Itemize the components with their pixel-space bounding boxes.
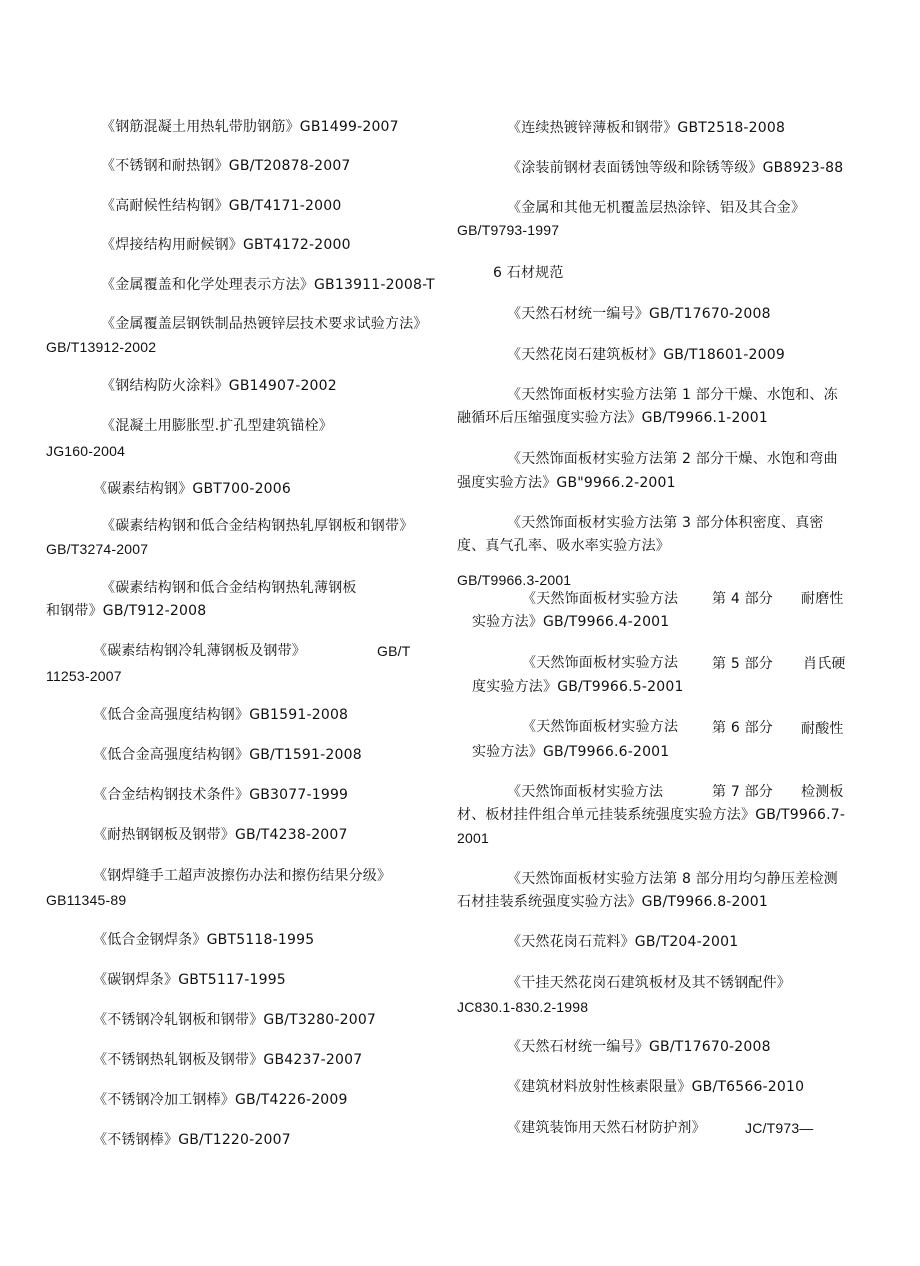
section-heading: 6 石材规范 [493, 265, 564, 281]
standard-entry: 肖氏硬 [803, 656, 846, 672]
standard-entry: 《碳素结构钢》GBT700-2006 [93, 481, 292, 497]
standard-entry: 融循环后压缩强度实验方法》GB/T9966.1-2001 [457, 410, 768, 426]
standard-entry: 《天然石材统一编号》GB/T17670-2008 [507, 1039, 771, 1055]
standard-entry: 和钢带》GB/T912-2008 [46, 603, 207, 619]
standard-entry: 《金属覆盖和化学处理表示方法》GB13911-2008-T [101, 277, 435, 293]
standard-entry: 实验方法》GB/T9966.4-2001 [472, 614, 670, 630]
standard-entry: 《天然饰面板材实验方法第 8 部分用均匀静压差检测 [507, 871, 838, 887]
standard-entry: 实验方法》GB/T9966.6-2001 [472, 744, 670, 760]
standard-entry: 《不锈钢冷加工钢棒》GB/T4226-2009 [93, 1092, 348, 1108]
standard-entry: 《天然饰面板材实验方法 [522, 591, 679, 607]
standard-entry: 耐磨性 [801, 591, 844, 607]
standard-entry: 《天然饰面板材实验方法 [522, 655, 679, 671]
standard-entry: 《高耐候性结构钢》GB/T4171-2000 [101, 198, 342, 214]
standard-code: JC/T973— [745, 1120, 814, 1136]
standard-entry: 《不锈钢冷轧钢板和钢带》GB/T3280-2007 [93, 1012, 377, 1028]
standard-entry: 《钢焊缝手工超声波擦伤办法和擦伤结果分级》 [93, 868, 392, 884]
standard-entry: 石材挂装系统强度实验方法》GB/T9966.8-2001 [457, 894, 768, 910]
standard-entry: 《天然饰面板材实验方法第 1 部分干燥、水饱和、冻 [507, 387, 838, 403]
standard-entry: 《建筑材料放射性核素限量》GB/T6566-2010 [507, 1079, 805, 1095]
standard-entry: 《连续热镀锌薄板和钢带》GBT2518-2008 [507, 120, 786, 136]
standard-entry: 《碳素结构钢冷轧薄钢板及钢带》 [93, 643, 306, 659]
standard-code: GB/T [377, 643, 411, 659]
standard-entry: 耐酸性 [801, 721, 844, 737]
standard-entry: 《碳钢焊条》GBT5117-1995 [93, 972, 286, 988]
standard-code: 2001 [457, 830, 489, 846]
standard-entry: 度实验方法》GB/T9966.5-2001 [472, 679, 684, 695]
standard-entry: 《焊接结构用耐候钢》GBT4172-2000 [101, 237, 351, 253]
standard-code: GB/T3274-2007 [46, 541, 149, 557]
standard-entry: 《不锈钢热轧钢板及钢带》GB4237-2007 [93, 1052, 363, 1068]
standard-entry: 《天然花岗石建筑板材》GB/T18601-2009 [507, 347, 785, 363]
standard-code: GB/T9793-1997 [457, 222, 560, 238]
standard-entry: 《金属覆盖层钢铁制品热镀锌层技术要求试验方法》 [101, 316, 428, 332]
standard-code: GB/T13912-2002 [46, 339, 157, 355]
standard-entry: 度、真气孔率、吸水率实验方法》 [457, 538, 670, 554]
standard-entry: 《天然饰面板材实验方法第 2 部分干燥、水饱和弯曲 [507, 451, 838, 467]
standard-entry: 《耐热钢钢板及钢带》GB/T4238-2007 [93, 827, 348, 843]
standard-entry: 《不锈钢棒》GB/T1220-2007 [93, 1132, 291, 1148]
standard-entry: 《天然花岗石荒料》GB/T204-2001 [507, 934, 739, 950]
standard-part: 第 5 部分 [712, 656, 774, 672]
standard-entry: 《钢结构防火涂料》GB14907-2002 [101, 378, 337, 394]
standard-entry: 《金属和其他无机覆盖层热涂锌、铝及其合金》 [507, 200, 806, 216]
standard-entry: 《天然饰面板材实验方法第 3 部分体积密度、真密 [507, 515, 824, 531]
standard-entry: 《碳素结构钢和低合金结构钢热轧薄钢板 [101, 580, 357, 596]
standard-code: GB/T9966.3-2001 [457, 572, 572, 588]
standard-code: JG160-2004 [46, 443, 126, 459]
standard-entry: 《不锈钢和耐热钢》GB/T20878-2007 [101, 158, 351, 174]
standard-entry: 《低合金钢焊条》GBT5118-1995 [93, 932, 315, 948]
standard-code: 11253-2007 [46, 668, 122, 684]
standard-entry: 检测板 [801, 784, 844, 800]
standard-entry: 《钢筋混凝土用热轧带肋钢筋》GB1499-2007 [101, 119, 399, 135]
standard-entry: 《合金结构钢技术条件》GB3077-1999 [93, 787, 349, 803]
standard-entry: 《天然饰面板材实验方法 [507, 784, 664, 800]
standard-part: 第 6 部分 [712, 720, 774, 736]
standard-entry: 《低合金高强度结构钢》GB1591-2008 [93, 707, 349, 723]
standard-entry: 《建筑装饰用天然石材防护剂》 [507, 1120, 706, 1136]
standard-part: 第 7 部分 [712, 784, 774, 800]
standard-entry: 强度实验方法》GB"9966.2-2001 [457, 475, 676, 491]
standard-entry: 材、板材挂件组合单元挂装系统强度实验方法》GB/T9966.7- [457, 807, 846, 823]
standard-code: GB11345-89 [46, 892, 127, 908]
standard-code: JC830.1-830.2-1998 [457, 999, 589, 1015]
standard-entry: 《低合金高强度结构钢》GB/T1591-2008 [93, 747, 362, 763]
standard-entry: 《干挂天然花岗石建筑板材及其不锈钢配件》 [507, 975, 791, 991]
standard-entry: 《混凝土用膨胀型.扩孔型建筑锚栓》 [101, 418, 333, 434]
standard-entry: 《碳素结构钢和低合金结构钢热轧厚钢板和钢带》 [101, 518, 414, 534]
standard-entry: 《天然饰面板材实验方法 [522, 719, 679, 735]
standard-entry: 《天然石材统一编号》GB/T17670-2008 [507, 306, 771, 322]
standard-part: 第 4 部分 [712, 591, 774, 607]
standard-entry: 《涂装前钢材表面锈蚀等级和除锈等级》GB8923-88 [507, 160, 844, 176]
